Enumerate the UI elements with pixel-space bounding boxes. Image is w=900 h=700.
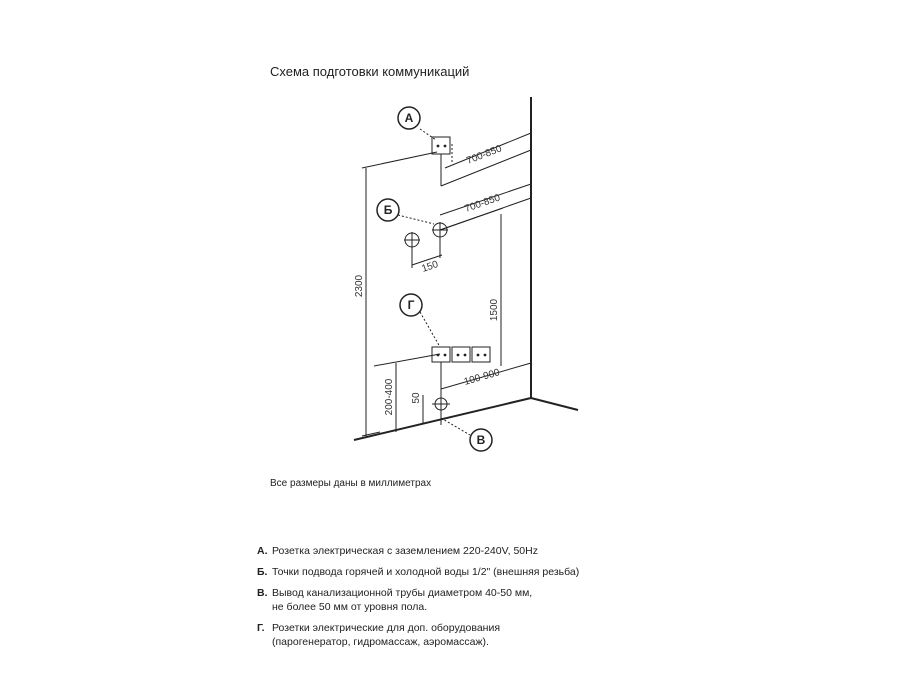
dim-b-width-label: 700-850 [463, 192, 502, 215]
legend-item-g [257, 621, 677, 649]
callout-g-label: Г [407, 298, 415, 312]
dim-v-height-label: 50 [411, 392, 422, 404]
dim-g-height-label: 200-400 [384, 378, 395, 416]
dim-a-width-label: 700-850 [465, 143, 504, 167]
legend-text: Вывод канализационной трубы диаметром 40-50 мм, не более 50 мм от уровня пола. [272, 587, 533, 613]
legend-item-a [257, 544, 677, 558]
callout-a-label: А [404, 111, 414, 125]
legend-key: В. [257, 587, 268, 599]
legend-key: Г. [257, 622, 265, 634]
legend-key: Б. [257, 566, 268, 578]
dim-b-spacing-label: 150 [420, 259, 440, 275]
socket-g2-icon [452, 347, 470, 362]
dim-b-height-label: 1500 [489, 298, 500, 322]
socket-a-icon [432, 137, 450, 154]
legend-text: Розетка электрическая с заземлением 220-240V, 50Hz [272, 545, 538, 557]
floor-line-right [531, 398, 578, 410]
legend-key: А. [257, 545, 268, 557]
callout-b-label: Б [383, 203, 393, 217]
callout-v-label: В [476, 433, 486, 447]
legend-text: Точки подвода горячей и холодной воды 1/2" (внешняя резьба) [272, 566, 580, 578]
diagram-title: Схема подготовки коммуникаций [270, 64, 470, 79]
legend [257, 544, 677, 656]
dim-total-height-label: 2300 [354, 274, 365, 298]
units-note: Все размеры даны в миллиметрах [270, 478, 432, 489]
legend-item-v [257, 586, 677, 614]
legend-text: Розетки электрические для доп. оборудования (парогенератор, гидромассаж, аэромассаж). [272, 622, 501, 648]
legend-item-b [257, 565, 677, 579]
socket-g3-icon [472, 347, 490, 362]
dim-g-width-label: 100-900 [462, 367, 502, 388]
